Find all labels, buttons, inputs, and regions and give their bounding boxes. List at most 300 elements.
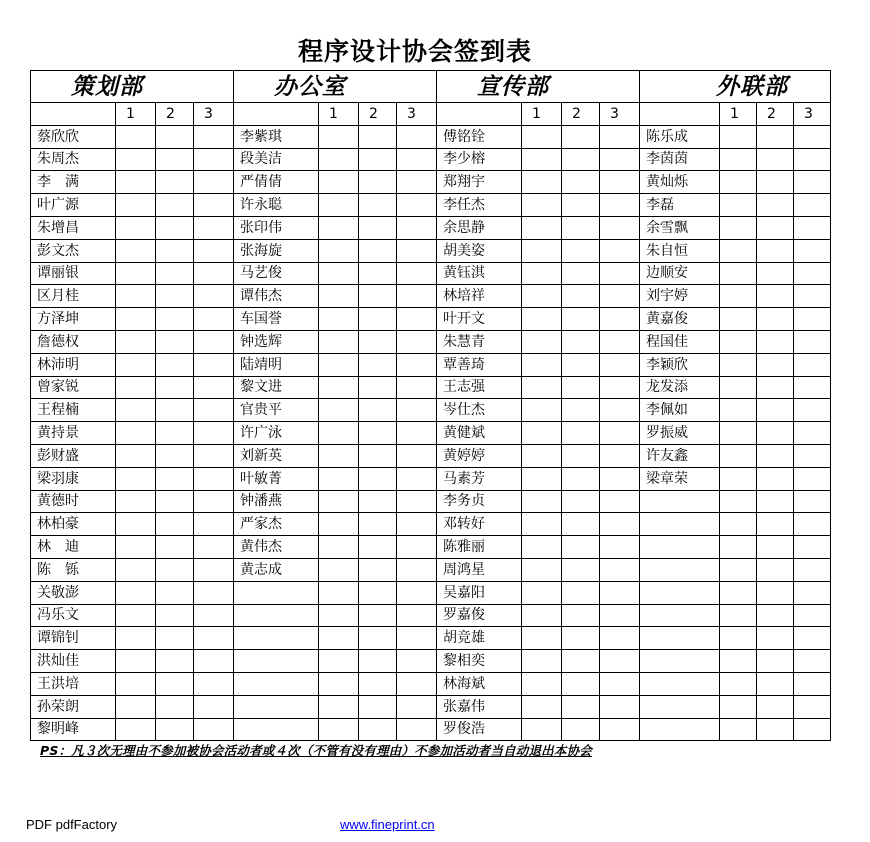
attendance-checkbox-cell[interactable]: [194, 285, 234, 308]
attendance-checkbox-cell[interactable]: [757, 536, 794, 559]
attendance-checkbox-cell[interactable]: [794, 581, 831, 604]
attendance-checkbox-cell[interactable]: [194, 536, 234, 559]
attendance-checkbox-cell[interactable]: [720, 558, 757, 581]
attendance-checkbox-cell[interactable]: [359, 399, 397, 422]
attendance-checkbox-cell[interactable]: [397, 581, 437, 604]
attendance-checkbox-cell[interactable]: [562, 399, 600, 422]
attendance-checkbox-cell[interactable]: [720, 604, 757, 627]
attendance-checkbox-cell[interactable]: [794, 536, 831, 559]
attendance-checkbox-cell[interactable]: [397, 467, 437, 490]
attendance-checkbox-cell[interactable]: [794, 467, 831, 490]
attendance-checkbox-cell[interactable]: [194, 513, 234, 536]
attendance-checkbox-cell[interactable]: [397, 285, 437, 308]
attendance-checkbox-cell[interactable]: [757, 444, 794, 467]
attendance-checkbox-cell[interactable]: [562, 239, 600, 262]
attendance-checkbox-cell[interactable]: [156, 695, 194, 718]
attendance-checkbox-cell[interactable]: [794, 376, 831, 399]
attendance-checkbox-cell[interactable]: [194, 422, 234, 445]
attendance-checkbox-cell[interactable]: [720, 148, 757, 171]
attendance-checkbox-cell[interactable]: [156, 376, 194, 399]
attendance-checkbox-cell[interactable]: [397, 536, 437, 559]
attendance-checkbox-cell[interactable]: [116, 171, 156, 194]
attendance-checkbox-cell[interactable]: [116, 490, 156, 513]
attendance-checkbox-cell[interactable]: [600, 513, 640, 536]
attendance-checkbox-cell[interactable]: [116, 330, 156, 353]
attendance-checkbox-cell[interactable]: [757, 558, 794, 581]
attendance-checkbox-cell[interactable]: [319, 376, 359, 399]
attendance-checkbox-cell[interactable]: [359, 604, 397, 627]
attendance-checkbox-cell[interactable]: [359, 581, 397, 604]
attendance-checkbox-cell[interactable]: [600, 604, 640, 627]
attendance-checkbox-cell[interactable]: [319, 718, 359, 741]
attendance-checkbox-cell[interactable]: [562, 262, 600, 285]
attendance-checkbox-cell[interactable]: [397, 672, 437, 695]
attendance-checkbox-cell[interactable]: [522, 650, 562, 673]
attendance-checkbox-cell[interactable]: [116, 353, 156, 376]
attendance-checkbox-cell[interactable]: [757, 490, 794, 513]
attendance-checkbox-cell[interactable]: [116, 513, 156, 536]
attendance-checkbox-cell[interactable]: [757, 627, 794, 650]
attendance-checkbox-cell[interactable]: [194, 216, 234, 239]
attendance-checkbox-cell[interactable]: [359, 650, 397, 673]
attendance-checkbox-cell[interactable]: [562, 125, 600, 148]
attendance-checkbox-cell[interactable]: [397, 695, 437, 718]
attendance-checkbox-cell[interactable]: [359, 376, 397, 399]
attendance-checkbox-cell[interactable]: [319, 285, 359, 308]
attendance-checkbox-cell[interactable]: [600, 672, 640, 695]
attendance-checkbox-cell[interactable]: [522, 422, 562, 445]
attendance-checkbox-cell[interactable]: [194, 490, 234, 513]
attendance-checkbox-cell[interactable]: [397, 513, 437, 536]
attendance-checkbox-cell[interactable]: [720, 490, 757, 513]
attendance-checkbox-cell[interactable]: [720, 467, 757, 490]
attendance-checkbox-cell[interactable]: [757, 422, 794, 445]
attendance-checkbox-cell[interactable]: [194, 399, 234, 422]
attendance-checkbox-cell[interactable]: [156, 125, 194, 148]
attendance-checkbox-cell[interactable]: [319, 672, 359, 695]
attendance-checkbox-cell[interactable]: [397, 444, 437, 467]
attendance-checkbox-cell[interactable]: [319, 353, 359, 376]
attendance-checkbox-cell[interactable]: [522, 718, 562, 741]
attendance-checkbox-cell[interactable]: [522, 148, 562, 171]
attendance-checkbox-cell[interactable]: [156, 239, 194, 262]
attendance-checkbox-cell[interactable]: [116, 376, 156, 399]
attendance-checkbox-cell[interactable]: [794, 308, 831, 331]
attendance-checkbox-cell[interactable]: [720, 718, 757, 741]
attendance-checkbox-cell[interactable]: [116, 604, 156, 627]
attendance-checkbox-cell[interactable]: [522, 285, 562, 308]
attendance-checkbox-cell[interactable]: [562, 558, 600, 581]
attendance-checkbox-cell[interactable]: [794, 171, 831, 194]
attendance-checkbox-cell[interactable]: [757, 695, 794, 718]
attendance-checkbox-cell[interactable]: [359, 536, 397, 559]
attendance-checkbox-cell[interactable]: [116, 650, 156, 673]
attendance-checkbox-cell[interactable]: [522, 216, 562, 239]
attendance-checkbox-cell[interactable]: [600, 239, 640, 262]
attendance-checkbox-cell[interactable]: [757, 308, 794, 331]
attendance-checkbox-cell[interactable]: [116, 262, 156, 285]
attendance-checkbox-cell[interactable]: [562, 308, 600, 331]
attendance-checkbox-cell[interactable]: [156, 399, 194, 422]
attendance-checkbox-cell[interactable]: [116, 216, 156, 239]
attendance-checkbox-cell[interactable]: [319, 490, 359, 513]
attendance-checkbox-cell[interactable]: [720, 399, 757, 422]
attendance-checkbox-cell[interactable]: [757, 399, 794, 422]
attendance-checkbox-cell[interactable]: [794, 353, 831, 376]
attendance-checkbox-cell[interactable]: [562, 148, 600, 171]
attendance-checkbox-cell[interactable]: [757, 171, 794, 194]
attendance-checkbox-cell[interactable]: [319, 558, 359, 581]
attendance-checkbox-cell[interactable]: [562, 444, 600, 467]
attendance-checkbox-cell[interactable]: [156, 422, 194, 445]
attendance-checkbox-cell[interactable]: [600, 171, 640, 194]
attendance-checkbox-cell[interactable]: [522, 262, 562, 285]
attendance-checkbox-cell[interactable]: [522, 399, 562, 422]
attendance-checkbox-cell[interactable]: [359, 216, 397, 239]
attendance-checkbox-cell[interactable]: [600, 399, 640, 422]
attendance-checkbox-cell[interactable]: [194, 581, 234, 604]
attendance-checkbox-cell[interactable]: [156, 513, 194, 536]
attendance-checkbox-cell[interactable]: [156, 444, 194, 467]
attendance-checkbox-cell[interactable]: [720, 216, 757, 239]
attendance-checkbox-cell[interactable]: [156, 353, 194, 376]
attendance-checkbox-cell[interactable]: [562, 604, 600, 627]
attendance-checkbox-cell[interactable]: [116, 467, 156, 490]
attendance-checkbox-cell[interactable]: [359, 467, 397, 490]
attendance-checkbox-cell[interactable]: [319, 467, 359, 490]
attendance-checkbox-cell[interactable]: [600, 558, 640, 581]
attendance-checkbox-cell[interactable]: [194, 444, 234, 467]
attendance-checkbox-cell[interactable]: [194, 604, 234, 627]
attendance-checkbox-cell[interactable]: [757, 718, 794, 741]
attendance-checkbox-cell[interactable]: [522, 125, 562, 148]
attendance-checkbox-cell[interactable]: [116, 125, 156, 148]
attendance-checkbox-cell[interactable]: [397, 308, 437, 331]
attendance-checkbox-cell[interactable]: [562, 536, 600, 559]
attendance-checkbox-cell[interactable]: [359, 627, 397, 650]
attendance-checkbox-cell[interactable]: [397, 262, 437, 285]
attendance-checkbox-cell[interactable]: [319, 239, 359, 262]
attendance-checkbox-cell[interactable]: [319, 262, 359, 285]
attendance-checkbox-cell[interactable]: [397, 650, 437, 673]
attendance-checkbox-cell[interactable]: [794, 148, 831, 171]
attendance-checkbox-cell[interactable]: [522, 308, 562, 331]
attendance-checkbox-cell[interactable]: [600, 718, 640, 741]
attendance-checkbox-cell[interactable]: [794, 490, 831, 513]
attendance-checkbox-cell[interactable]: [397, 353, 437, 376]
attendance-checkbox-cell[interactable]: [156, 216, 194, 239]
attendance-checkbox-cell[interactable]: [319, 148, 359, 171]
attendance-checkbox-cell[interactable]: [562, 581, 600, 604]
attendance-checkbox-cell[interactable]: [600, 444, 640, 467]
attendance-checkbox-cell[interactable]: [194, 194, 234, 217]
attendance-checkbox-cell[interactable]: [359, 353, 397, 376]
attendance-checkbox-cell[interactable]: [720, 422, 757, 445]
attendance-checkbox-cell[interactable]: [757, 513, 794, 536]
attendance-checkbox-cell[interactable]: [194, 376, 234, 399]
attendance-checkbox-cell[interactable]: [600, 262, 640, 285]
attendance-checkbox-cell[interactable]: [116, 194, 156, 217]
attendance-checkbox-cell[interactable]: [522, 330, 562, 353]
attendance-checkbox-cell[interactable]: [720, 194, 757, 217]
attendance-checkbox-cell[interactable]: [720, 353, 757, 376]
attendance-checkbox-cell[interactable]: [600, 216, 640, 239]
attendance-checkbox-cell[interactable]: [319, 216, 359, 239]
attendance-checkbox-cell[interactable]: [194, 672, 234, 695]
attendance-checkbox-cell[interactable]: [522, 194, 562, 217]
attendance-checkbox-cell[interactable]: [757, 467, 794, 490]
attendance-checkbox-cell[interactable]: [319, 650, 359, 673]
attendance-checkbox-cell[interactable]: [757, 353, 794, 376]
attendance-checkbox-cell[interactable]: [116, 718, 156, 741]
attendance-checkbox-cell[interactable]: [359, 285, 397, 308]
attendance-checkbox-cell[interactable]: [600, 308, 640, 331]
attendance-checkbox-cell[interactable]: [562, 467, 600, 490]
attendance-checkbox-cell[interactable]: [397, 194, 437, 217]
attendance-checkbox-cell[interactable]: [600, 148, 640, 171]
attendance-checkbox-cell[interactable]: [522, 558, 562, 581]
attendance-checkbox-cell[interactable]: [359, 125, 397, 148]
attendance-checkbox-cell[interactable]: [562, 490, 600, 513]
attendance-checkbox-cell[interactable]: [757, 216, 794, 239]
attendance-checkbox-cell[interactable]: [720, 444, 757, 467]
attendance-checkbox-cell[interactable]: [156, 536, 194, 559]
attendance-checkbox-cell[interactable]: [522, 536, 562, 559]
attendance-checkbox-cell[interactable]: [359, 718, 397, 741]
attendance-checkbox-cell[interactable]: [359, 262, 397, 285]
attendance-checkbox-cell[interactable]: [600, 194, 640, 217]
attendance-checkbox-cell[interactable]: [116, 285, 156, 308]
attendance-checkbox-cell[interactable]: [194, 467, 234, 490]
attendance-checkbox-cell[interactable]: [757, 125, 794, 148]
attendance-checkbox-cell[interactable]: [562, 330, 600, 353]
attendance-checkbox-cell[interactable]: [397, 490, 437, 513]
attendance-checkbox-cell[interactable]: [194, 125, 234, 148]
attendance-checkbox-cell[interactable]: [116, 239, 156, 262]
attendance-checkbox-cell[interactable]: [794, 695, 831, 718]
attendance-checkbox-cell[interactable]: [319, 627, 359, 650]
attendance-checkbox-cell[interactable]: [156, 672, 194, 695]
attendance-checkbox-cell[interactable]: [600, 125, 640, 148]
attendance-checkbox-cell[interactable]: [600, 490, 640, 513]
attendance-checkbox-cell[interactable]: [116, 148, 156, 171]
attendance-checkbox-cell[interactable]: [720, 171, 757, 194]
attendance-checkbox-cell[interactable]: [319, 171, 359, 194]
attendance-checkbox-cell[interactable]: [319, 444, 359, 467]
attendance-checkbox-cell[interactable]: [757, 262, 794, 285]
attendance-checkbox-cell[interactable]: [522, 376, 562, 399]
attendance-checkbox-cell[interactable]: [359, 239, 397, 262]
attendance-checkbox-cell[interactable]: [794, 604, 831, 627]
attendance-checkbox-cell[interactable]: [116, 444, 156, 467]
attendance-checkbox-cell[interactable]: [562, 672, 600, 695]
attendance-checkbox-cell[interactable]: [600, 422, 640, 445]
attendance-checkbox-cell[interactable]: [319, 695, 359, 718]
attendance-checkbox-cell[interactable]: [522, 695, 562, 718]
attendance-checkbox-cell[interactable]: [794, 262, 831, 285]
attendance-checkbox-cell[interactable]: [562, 194, 600, 217]
attendance-checkbox-cell[interactable]: [757, 194, 794, 217]
attendance-checkbox-cell[interactable]: [562, 376, 600, 399]
attendance-checkbox-cell[interactable]: [794, 216, 831, 239]
attendance-checkbox-cell[interactable]: [156, 194, 194, 217]
attendance-checkbox-cell[interactable]: [397, 216, 437, 239]
attendance-checkbox-cell[interactable]: [397, 330, 437, 353]
attendance-checkbox-cell[interactable]: [397, 604, 437, 627]
attendance-checkbox-cell[interactable]: [720, 627, 757, 650]
attendance-checkbox-cell[interactable]: [156, 558, 194, 581]
attendance-checkbox-cell[interactable]: [522, 672, 562, 695]
attendance-checkbox-cell[interactable]: [720, 581, 757, 604]
attendance-checkbox-cell[interactable]: [319, 581, 359, 604]
attendance-checkbox-cell[interactable]: [156, 308, 194, 331]
attendance-checkbox-cell[interactable]: [794, 650, 831, 673]
attendance-checkbox-cell[interactable]: [522, 171, 562, 194]
attendance-checkbox-cell[interactable]: [359, 672, 397, 695]
attendance-checkbox-cell[interactable]: [562, 171, 600, 194]
attendance-checkbox-cell[interactable]: [319, 513, 359, 536]
attendance-checkbox-cell[interactable]: [522, 490, 562, 513]
footer-link[interactable]: www.fineprint.cn: [340, 817, 435, 832]
attendance-checkbox-cell[interactable]: [397, 627, 437, 650]
attendance-checkbox-cell[interactable]: [794, 422, 831, 445]
attendance-checkbox-cell[interactable]: [319, 536, 359, 559]
attendance-checkbox-cell[interactable]: [116, 536, 156, 559]
attendance-checkbox-cell[interactable]: [794, 285, 831, 308]
attendance-checkbox-cell[interactable]: [397, 718, 437, 741]
attendance-checkbox-cell[interactable]: [319, 125, 359, 148]
attendance-checkbox-cell[interactable]: [720, 308, 757, 331]
attendance-checkbox-cell[interactable]: [522, 581, 562, 604]
attendance-checkbox-cell[interactable]: [600, 467, 640, 490]
attendance-checkbox-cell[interactable]: [156, 627, 194, 650]
attendance-checkbox-cell[interactable]: [359, 171, 397, 194]
attendance-checkbox-cell[interactable]: [794, 627, 831, 650]
attendance-checkbox-cell[interactable]: [757, 581, 794, 604]
attendance-checkbox-cell[interactable]: [319, 194, 359, 217]
attendance-checkbox-cell[interactable]: [522, 467, 562, 490]
attendance-checkbox-cell[interactable]: [359, 194, 397, 217]
attendance-checkbox-cell[interactable]: [794, 444, 831, 467]
attendance-checkbox-cell[interactable]: [720, 650, 757, 673]
attendance-checkbox-cell[interactable]: [720, 376, 757, 399]
attendance-checkbox-cell[interactable]: [522, 604, 562, 627]
attendance-checkbox-cell[interactable]: [194, 718, 234, 741]
attendance-checkbox-cell[interactable]: [319, 422, 359, 445]
attendance-checkbox-cell[interactable]: [194, 558, 234, 581]
attendance-checkbox-cell[interactable]: [319, 399, 359, 422]
attendance-checkbox-cell[interactable]: [720, 125, 757, 148]
attendance-checkbox-cell[interactable]: [600, 695, 640, 718]
attendance-checkbox-cell[interactable]: [794, 558, 831, 581]
attendance-checkbox-cell[interactable]: [116, 695, 156, 718]
attendance-checkbox-cell[interactable]: [600, 376, 640, 399]
attendance-checkbox-cell[interactable]: [359, 148, 397, 171]
attendance-checkbox-cell[interactable]: [319, 330, 359, 353]
attendance-checkbox-cell[interactable]: [562, 353, 600, 376]
attendance-checkbox-cell[interactable]: [156, 650, 194, 673]
attendance-checkbox-cell[interactable]: [720, 695, 757, 718]
attendance-checkbox-cell[interactable]: [600, 581, 640, 604]
attendance-checkbox-cell[interactable]: [600, 536, 640, 559]
attendance-checkbox-cell[interactable]: [397, 399, 437, 422]
attendance-checkbox-cell[interactable]: [156, 604, 194, 627]
attendance-checkbox-cell[interactable]: [359, 444, 397, 467]
attendance-checkbox-cell[interactable]: [720, 330, 757, 353]
attendance-checkbox-cell[interactable]: [757, 650, 794, 673]
attendance-checkbox-cell[interactable]: [397, 558, 437, 581]
attendance-checkbox-cell[interactable]: [794, 399, 831, 422]
attendance-checkbox-cell[interactable]: [156, 718, 194, 741]
attendance-checkbox-cell[interactable]: [522, 513, 562, 536]
attendance-checkbox-cell[interactable]: [720, 262, 757, 285]
attendance-checkbox-cell[interactable]: [794, 125, 831, 148]
attendance-checkbox-cell[interactable]: [562, 285, 600, 308]
attendance-checkbox-cell[interactable]: [522, 444, 562, 467]
attendance-checkbox-cell[interactable]: [359, 513, 397, 536]
attendance-checkbox-cell[interactable]: [194, 650, 234, 673]
attendance-checkbox-cell[interactable]: [720, 513, 757, 536]
attendance-checkbox-cell[interactable]: [794, 513, 831, 536]
attendance-checkbox-cell[interactable]: [562, 695, 600, 718]
attendance-checkbox-cell[interactable]: [194, 695, 234, 718]
attendance-checkbox-cell[interactable]: [600, 353, 640, 376]
attendance-checkbox-cell[interactable]: [397, 239, 437, 262]
attendance-checkbox-cell[interactable]: [757, 285, 794, 308]
attendance-checkbox-cell[interactable]: [116, 558, 156, 581]
attendance-checkbox-cell[interactable]: [359, 558, 397, 581]
attendance-checkbox-cell[interactable]: [194, 353, 234, 376]
attendance-checkbox-cell[interactable]: [562, 718, 600, 741]
attendance-checkbox-cell[interactable]: [194, 627, 234, 650]
attendance-checkbox-cell[interactable]: [194, 171, 234, 194]
attendance-checkbox-cell[interactable]: [522, 627, 562, 650]
attendance-checkbox-cell[interactable]: [757, 239, 794, 262]
attendance-checkbox-cell[interactable]: [359, 490, 397, 513]
attendance-checkbox-cell[interactable]: [720, 285, 757, 308]
attendance-checkbox-cell[interactable]: [757, 330, 794, 353]
attendance-checkbox-cell[interactable]: [116, 581, 156, 604]
attendance-checkbox-cell[interactable]: [194, 239, 234, 262]
attendance-checkbox-cell[interactable]: [600, 330, 640, 353]
attendance-checkbox-cell[interactable]: [397, 148, 437, 171]
attendance-checkbox-cell[interactable]: [600, 650, 640, 673]
attendance-checkbox-cell[interactable]: [116, 627, 156, 650]
attendance-checkbox-cell[interactable]: [194, 262, 234, 285]
attendance-checkbox-cell[interactable]: [116, 399, 156, 422]
attendance-checkbox-cell[interactable]: [397, 171, 437, 194]
attendance-checkbox-cell[interactable]: [522, 353, 562, 376]
attendance-checkbox-cell[interactable]: [194, 308, 234, 331]
attendance-checkbox-cell[interactable]: [359, 330, 397, 353]
attendance-checkbox-cell[interactable]: [562, 422, 600, 445]
attendance-checkbox-cell[interactable]: [794, 718, 831, 741]
attendance-checkbox-cell[interactable]: [156, 490, 194, 513]
attendance-checkbox-cell[interactable]: [757, 672, 794, 695]
attendance-checkbox-cell[interactable]: [194, 148, 234, 171]
attendance-checkbox-cell[interactable]: [600, 285, 640, 308]
attendance-checkbox-cell[interactable]: [562, 513, 600, 536]
attendance-checkbox-cell[interactable]: [156, 581, 194, 604]
attendance-checkbox-cell[interactable]: [319, 604, 359, 627]
attendance-checkbox-cell[interactable]: [156, 262, 194, 285]
attendance-checkbox-cell[interactable]: [397, 376, 437, 399]
attendance-checkbox-cell[interactable]: [397, 125, 437, 148]
attendance-checkbox-cell[interactable]: [156, 148, 194, 171]
attendance-checkbox-cell[interactable]: [757, 604, 794, 627]
attendance-checkbox-cell[interactable]: [156, 467, 194, 490]
attendance-checkbox-cell[interactable]: [156, 330, 194, 353]
